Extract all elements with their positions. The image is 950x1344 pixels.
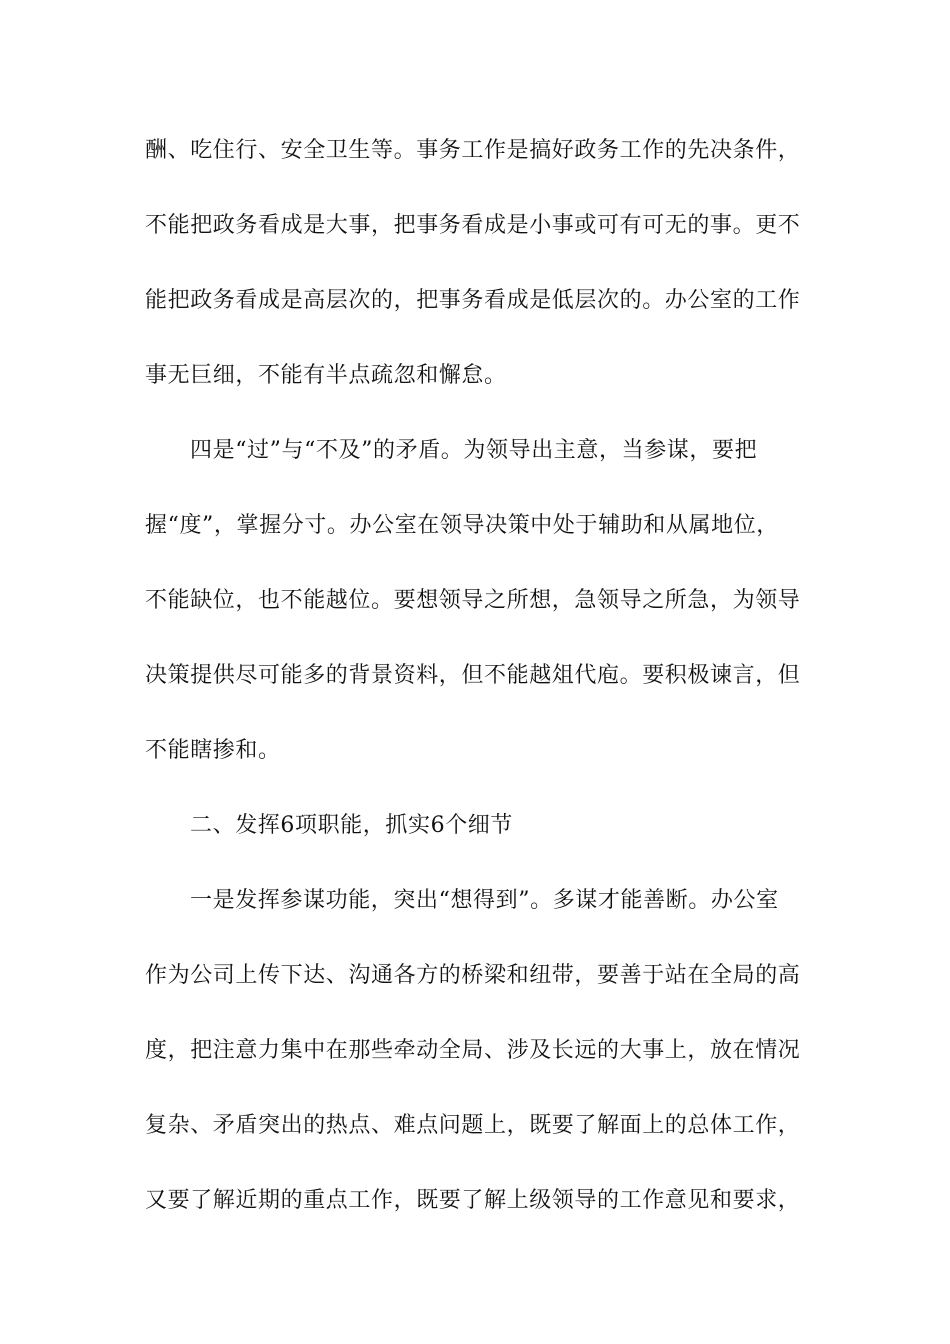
text-line: 又要了解近期的重点工作，既要了解上级领导的工作意见和要求，: [145, 1188, 801, 1213]
text-line: 酬、吃住行、安全卫生等。事务工作是搞好政务工作的先决条件，: [145, 138, 801, 163]
text-line: 作为公司上传下达、沟通各方的桥梁和纽带，要善于站在全局的高: [145, 963, 801, 988]
text-line: 不能瞎掺和。: [145, 738, 281, 763]
text-line: 不能把政务看成是大事，把事务看成是小事或可有可无的事。更不: [145, 213, 801, 238]
paragraph-start-line: 一是发挥参谋功能，突出“想得到”。多谋才能善断。办公室: [190, 888, 779, 913]
text-line: 决策提供尽可能多的背景资料，但不能越俎代庖。要积极谏言，但: [145, 663, 801, 688]
text-line: 复杂、矛盾突出的热点、难点问题上，既要了解面上的总体工作，: [145, 1113, 801, 1138]
paragraph-start-line: 四是“过”与“不及”的矛盾。为领导出主意，当参谋，要把: [190, 438, 758, 463]
text-line: 度，把注意力集中在那些牵动全局、涉及长远的大事上，放在情况: [145, 1038, 801, 1063]
text-line: 握“度”，掌握分寸。办公室在领导决策中处于辅助和从属地位，: [145, 513, 779, 538]
section-heading: 二、发挥6项职能，抓实6个细节: [190, 813, 513, 838]
text-line: 不能缺位，也不能越位。要想领导之所想，急领导之所急，为领导: [145, 588, 801, 613]
text-line: 事无巨细，不能有半点疏忽和懈怠。: [145, 363, 507, 388]
text-line: 能把政务看成是高层次的，把事务看成是低层次的。办公室的工作: [145, 288, 801, 313]
